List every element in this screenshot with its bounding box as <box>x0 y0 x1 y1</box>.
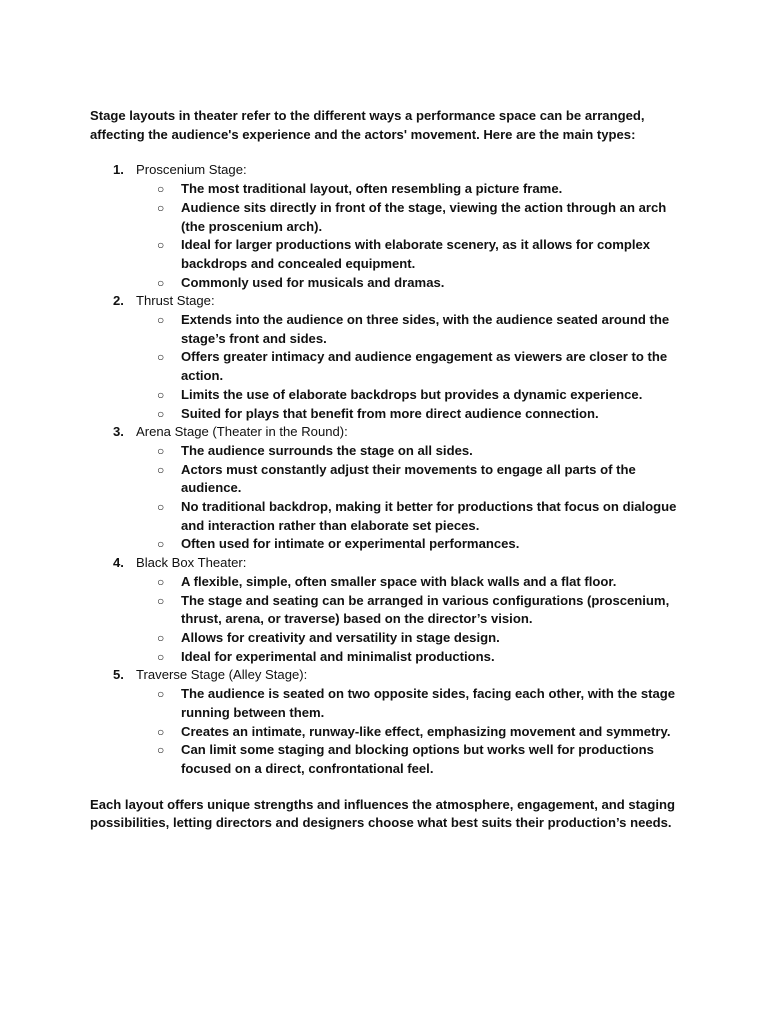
bullet-item <box>90 236 690 273</box>
bullet-item <box>90 648 690 667</box>
bullet-circle-icon: ○ <box>157 238 165 253</box>
bullet-text: Audience sits directly in front of the stage, viewing the action through an arch (the proscenium arch). <box>181 199 667 234</box>
bullet-circle-icon: ○ <box>157 406 165 421</box>
section-heading <box>90 292 690 311</box>
bullet-item <box>90 274 690 293</box>
section-item <box>90 666 690 778</box>
section-item <box>90 554 690 666</box>
bullet-item <box>90 442 690 461</box>
bullet-circle-icon: ○ <box>157 182 165 197</box>
bullet-circle-icon: ○ <box>157 724 165 739</box>
bullet-item <box>90 629 690 648</box>
section-number: 2. <box>113 293 124 309</box>
bullet-text: Creates an intimate, runway-like effect, emphasizing movement and symmetry. <box>181 723 671 739</box>
bullet-text: Often used for intimate or experimental performances. <box>181 536 520 552</box>
bullet-text: Can limit some staging and blocking options but works well for productions focused on a direct, confrontational feel. <box>181 742 654 776</box>
bullet-circle-icon: ○ <box>157 500 165 515</box>
bullet-text: Ideal for larger productions with elaborate scenery, as it allows for complex backdrops and concealed equipment. <box>181 237 651 271</box>
bullet-text: Actors must constantly adjust their movements to engage all parts of the audience. <box>181 461 636 496</box>
bullet-circle-icon: ○ <box>157 743 165 758</box>
section-item <box>90 292 690 423</box>
section-title: Traverse Stage (Alley Stage): <box>136 667 308 683</box>
bullet-text: Allows for creativity and versatility in stage design. <box>181 629 500 645</box>
bullet-text: Commonly used for musicals and dramas. <box>181 274 445 290</box>
bullet-text: Ideal for experimental and minimalist productions. <box>181 648 495 664</box>
bullet-item <box>90 311 690 348</box>
bullet-circle-icon: ○ <box>157 593 165 608</box>
bullet-circle-icon: ○ <box>157 275 165 290</box>
closing-paragraph: Each layout offers unique strengths and influences the atmosphere, engagement, and staging possibilities, letting directors and designers choose what best suits their production’s needs. <box>90 796 675 831</box>
bullet-item <box>90 685 690 722</box>
bullet-text: The most traditional layout, often resembling a picture frame. <box>181 181 563 197</box>
bullet-item <box>90 180 690 199</box>
bullet-text: No traditional backdrop, making it better for productions that focus on dialogue and interaction rather than elaborate set pieces. <box>181 499 677 533</box>
bullet-circle-icon: ○ <box>157 350 165 365</box>
section-number: 5. <box>113 667 124 683</box>
bullet-text: Suited for plays that benefit from more direct audience connection. <box>181 405 599 421</box>
bullet-item <box>90 405 690 424</box>
section-title: Proscenium Stage: <box>136 162 247 178</box>
bullet-list <box>90 685 690 779</box>
section-heading <box>90 161 690 180</box>
bullet-item <box>90 592 690 629</box>
section-number: 1. <box>113 162 124 178</box>
section-number: 4. <box>113 555 124 571</box>
bullet-item <box>90 348 690 385</box>
bullet-item <box>90 461 690 498</box>
bullet-text: Offers greater intimacy and audience engagement as viewers are closer to the action. <box>181 349 668 384</box>
section-title: Arena Stage (Theater in the Round): <box>136 424 348 440</box>
bullet-item <box>90 741 690 778</box>
bullet-text: Extends into the audience on three sides, with the audience seated around the stage’s front and sides. <box>181 312 670 346</box>
bullet-circle-icon: ○ <box>157 537 165 552</box>
bullet-text: A flexible, simple, often smaller space with black walls and a flat floor. <box>181 573 617 589</box>
section-heading <box>90 423 690 442</box>
bullet-circle-icon: ○ <box>157 687 165 702</box>
bullet-item <box>90 535 690 554</box>
bullet-circle-icon: ○ <box>157 574 165 589</box>
bullet-item <box>90 386 690 405</box>
stage-types-list <box>90 161 690 778</box>
bullet-item <box>90 498 690 535</box>
section-title: Black Box Theater: <box>136 555 247 571</box>
document-page <box>90 107 690 833</box>
section-item <box>90 423 690 554</box>
bullet-circle-icon: ○ <box>157 443 165 458</box>
bullet-circle-icon: ○ <box>157 462 165 477</box>
bullet-text: The audience is seated on two opposite sides, facing each other, with the stage running between them. <box>181 686 676 720</box>
bullet-text: The stage and seating can be arranged in various configurations (proscenium, thrust, arena, or traverse) based on the director’s vision. <box>181 592 670 627</box>
bullet-list <box>90 180 690 292</box>
section-number: 3. <box>113 424 124 440</box>
intro-paragraph: Stage layouts in theater refer to the different ways a performance space can be arranged, affecting the audience's experience and the actors' movement. Here are the main types: <box>90 108 645 142</box>
bullet-circle-icon: ○ <box>157 313 165 328</box>
bullet-item <box>90 573 690 592</box>
bullet-item <box>90 723 690 742</box>
bullet-list <box>90 573 690 667</box>
section-heading <box>90 666 690 685</box>
bullet-text: Limits the use of elaborate backdrops but provides a dynamic experience. <box>181 386 643 402</box>
bullet-circle-icon: ○ <box>157 387 165 402</box>
bullet-list <box>90 311 690 423</box>
bullet-circle-icon: ○ <box>157 630 165 645</box>
bullet-list <box>90 442 690 554</box>
bullet-circle-icon: ○ <box>157 649 165 664</box>
bullet-text: The audience surrounds the stage on all sides. <box>181 442 473 458</box>
bullet-item <box>90 199 690 236</box>
section-heading <box>90 554 690 573</box>
section-title: Thrust Stage: <box>136 293 215 309</box>
section-item <box>90 161 690 292</box>
bullet-circle-icon: ○ <box>157 200 165 215</box>
